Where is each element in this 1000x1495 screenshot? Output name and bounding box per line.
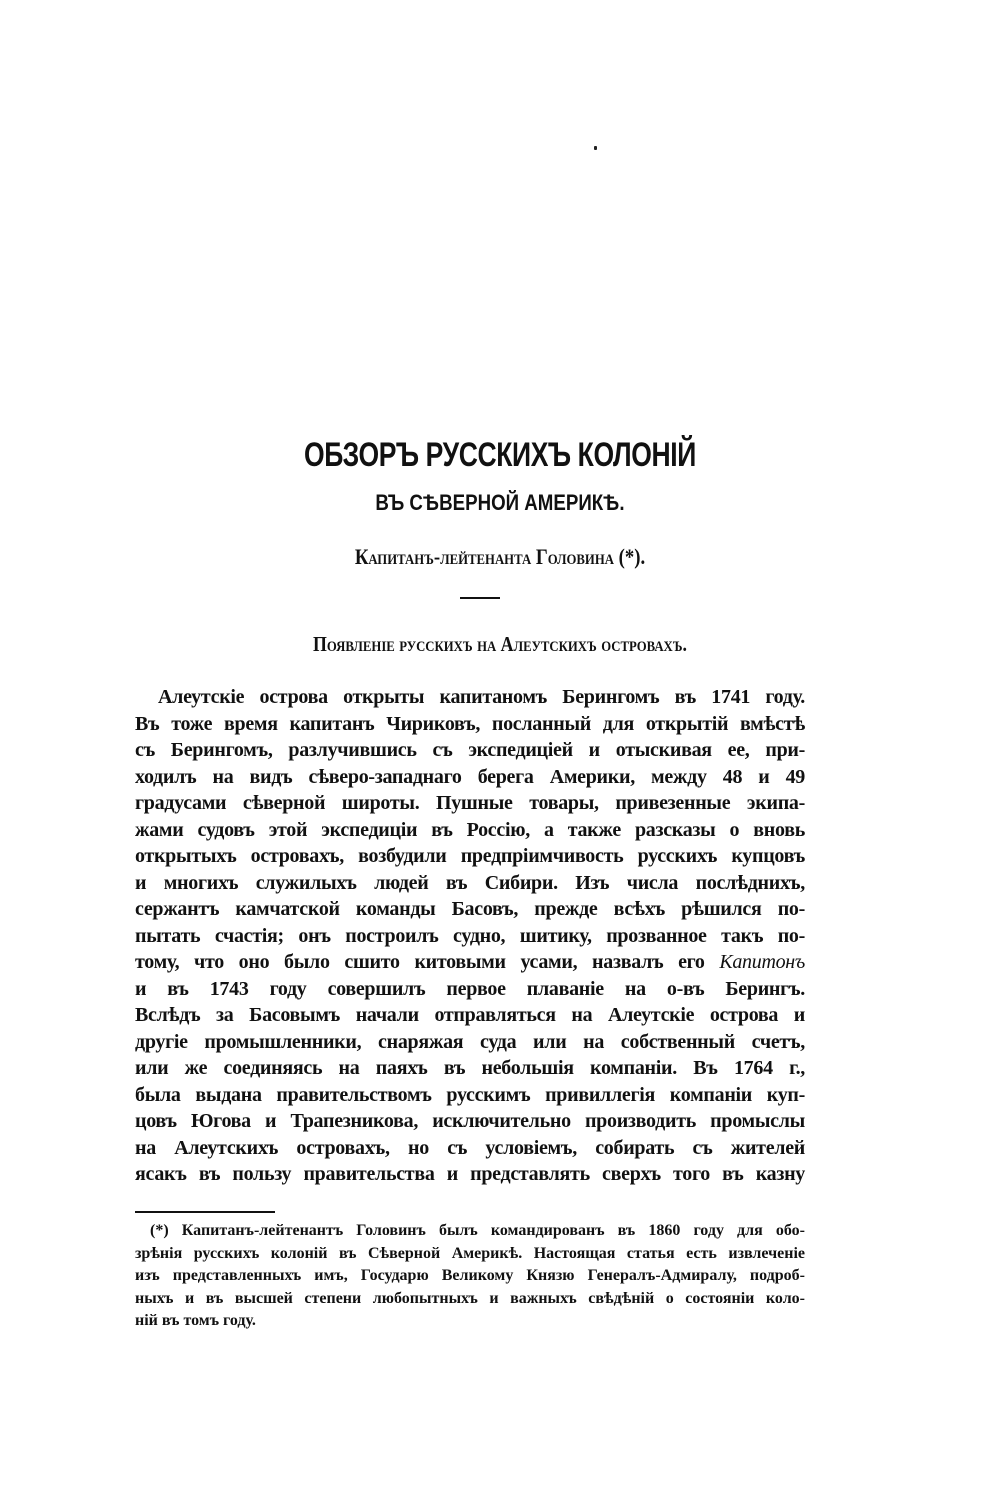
footnote-line: изъ представленныхъ имъ, Государю Великому Князю Генералъ-Адмиралу, подроб- bbox=[135, 1267, 805, 1284]
body-line: жами судовъ этой экспедиціи въ Россію, а также разсказы о вновь bbox=[135, 818, 805, 841]
body-line: съ Берингомъ, разлучившись съ экспедиціей и отыскивая ее, при- bbox=[135, 739, 805, 761]
article-title: ОБЗОРЪ РУССКИХЪ КОЛОНІЙ bbox=[304, 436, 696, 474]
body-line: ходилъ на видъ сѣверо-западнаго берега Америки, между 48 и 49 bbox=[135, 765, 805, 788]
body-line bbox=[135, 949, 805, 976]
body-line: ясакъ въ пользу правительства и представлять сверхъ того въ казну bbox=[135, 1163, 805, 1185]
scan-speck bbox=[594, 146, 597, 150]
body-line-text: тому, что оно было сшито китовыми усами, назвалъ его bbox=[135, 951, 705, 973]
footnote-line: ній въ томъ году. bbox=[135, 1312, 256, 1329]
body-text bbox=[135, 684, 805, 1188]
body-line: пытать счастія; онъ построилъ судно, шитику, прозванное такъ по- bbox=[135, 924, 805, 947]
body-line: или же соединяясь на паяхъ въ небольшія компаніи. Въ 1764 г., bbox=[135, 1057, 805, 1079]
body-line: градусами сѣверной широты. Пушные товары, привезенные экипа- bbox=[135, 792, 805, 814]
body-line: Вслѣдъ за Басовымъ начали отправляться на Алеутскіе острова и bbox=[135, 1004, 805, 1026]
footnote-divider bbox=[135, 1211, 275, 1213]
ship-name: Капитонъ bbox=[719, 951, 806, 973]
footnote-line: ныхъ и въ высшей степени любопытныхъ и важныхъ свѣдѣній о состояніи коло- bbox=[135, 1289, 805, 1307]
body-line: на Алеутскихъ островахъ, но съ условіемъ, собирать съ жителей bbox=[135, 1136, 805, 1159]
footnote-line: зрѣнія русскихъ колоній въ Сѣверной Америкѣ. Настоящая статья есть извлеченіе bbox=[135, 1244, 805, 1262]
body-line: и въ 1743 году совершилъ первое плаваніе на о-въ Берингъ. bbox=[135, 977, 805, 1000]
body-line: цовъ Югова и Трапезникова, исключительно производить промыслы bbox=[135, 1110, 805, 1132]
body-line: Въ тоже время капитанъ Чириковъ, посланный для открытій вмѣстѣ bbox=[135, 712, 805, 735]
footnote-line: (*) Капитанъ-лейтенантъ Головинъ былъ командированъ въ 1860 году для обо- bbox=[150, 1222, 805, 1239]
article-subtitle: ВЪ СѢВЕРНОЙ АМЕРИКѢ. bbox=[375, 490, 625, 515]
title-divider bbox=[460, 597, 500, 599]
section-heading: Появленіе русскихъ на Алеутскихъ островахъ. bbox=[313, 632, 687, 656]
article-author: Капитанъ-лейтенанта Головина (*). bbox=[354, 544, 646, 569]
body-line: Алеутскіе острова открыты капитаномъ Берингомъ въ 1741 году. bbox=[158, 686, 805, 708]
body-line: сержантъ камчатской команды Басовъ, прежде всѣхъ рѣшился по- bbox=[135, 898, 805, 920]
footnote bbox=[135, 1220, 805, 1333]
body-line: другіе промышленники, снаряжая суда или на собственный счетъ, bbox=[135, 1030, 805, 1053]
body-line: открытыхъ островахъ, возбудили предпріимчивость русскихъ купцовъ bbox=[135, 845, 805, 867]
body-line: была выдана правительствомъ русскимъ привиллегія компаніи куп- bbox=[135, 1083, 805, 1106]
body-line: и многихъ служилыхъ людей въ Сибири. Изъ числа послѣднихъ, bbox=[135, 871, 805, 894]
